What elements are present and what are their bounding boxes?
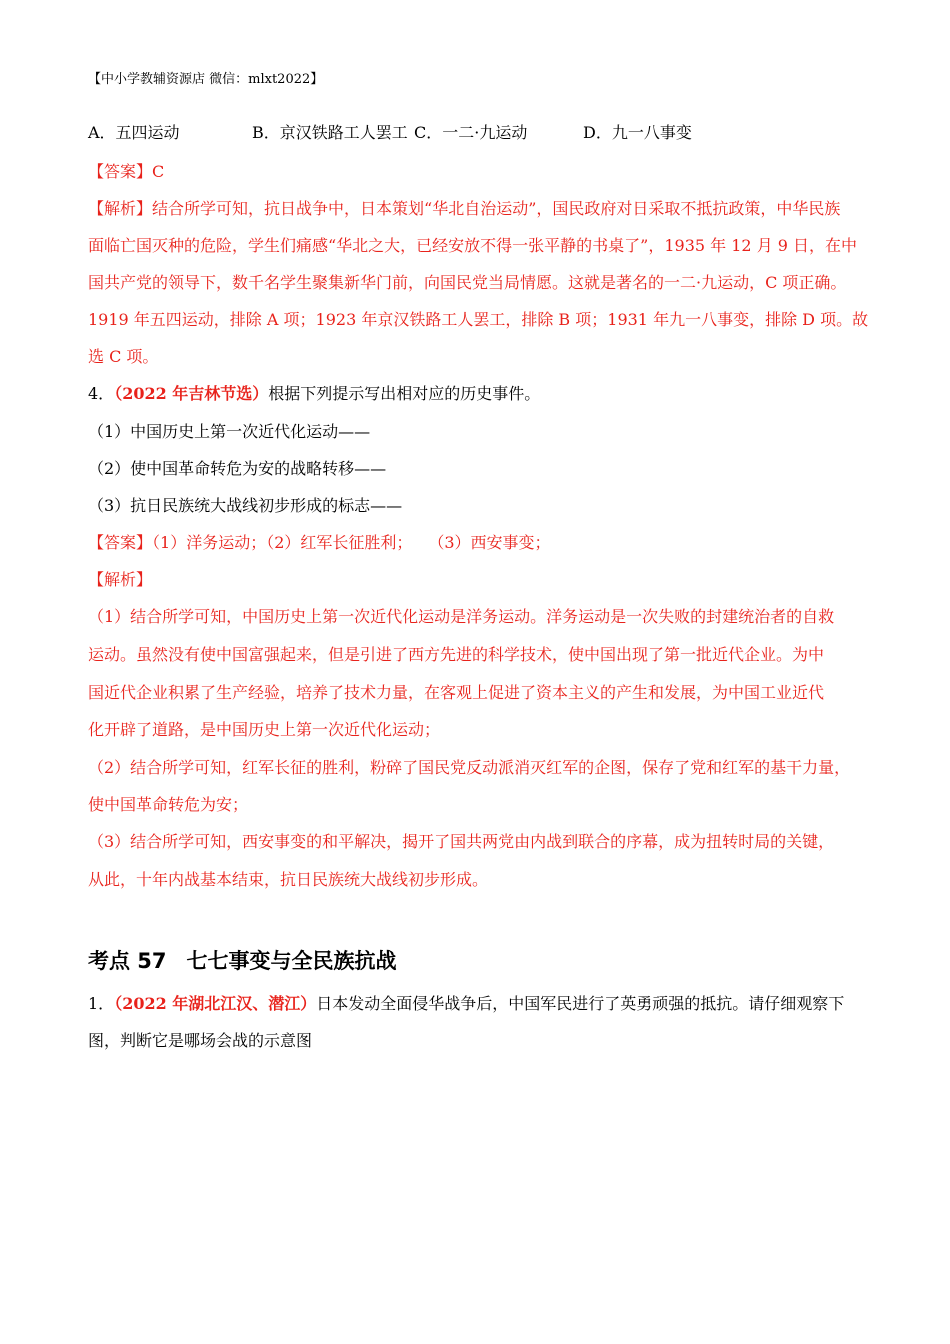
q3-analysis-line: 国共产党的领导下，数千名学生聚集新华门前，向国民党当局情愿。这就是著名的一二·九运动，C 项正确。	[88, 273, 847, 292]
option-b: B．京汉铁路工人罢工	[252, 123, 408, 142]
section-title	[88, 948, 397, 974]
q4-analysis-line: 运动。虽然没有使中国富强起来，但是引进了西方先进的科学技术，使中国出现了第一批近代企业。为中	[88, 645, 825, 664]
q3-analysis-line: 【解析】结合所学可知，抗日战争中，日本策划“华北自治运动”，国民政府对日采取不抵抗政策，中华民族	[88, 199, 841, 218]
answer-text: （1）洋务运动；（2）红军长征胜利； （3）西安事变；	[152, 533, 551, 552]
s57-q1-stem	[88, 994, 844, 1014]
answer-label: 【答案】	[88, 162, 153, 181]
source-header: 【中小学教辅资源店 微信：mlxt2022】	[88, 72, 324, 87]
q4-analysis-line: （2）结合所学可知，红军长征的胜利，粉碎了国民党反动派消灭红军的企图，保存了党和红军的基干力量，	[88, 758, 851, 777]
q3-analysis-line: 选 C 项。	[88, 347, 159, 366]
question-number: 4．	[88, 384, 115, 403]
section-number: 考点 57	[88, 949, 167, 973]
q3-analysis-line: 面临亡国灭种的危险，学生们痛感“华北之大，已经安放不得一张平静的书桌了”，1935 年 12 月 9 日，在中	[88, 236, 858, 255]
q4-analysis-line: （3）结合所学可知，西安事变的和平解决，揭开了国共两党由内战到联合的序幕，成为扭转时局的关键，	[88, 832, 835, 851]
q4-answer	[88, 533, 551, 553]
s57-q1-stem-cont: 图，判断它是哪场会战的示意图	[88, 1031, 313, 1050]
q4-analysis-line: 从此，十年内战基本结束，抗日民族统大战线初步形成。	[88, 870, 489, 889]
q4-analysis-label: 【解析】	[88, 570, 153, 589]
question-number: 1．	[88, 994, 115, 1013]
option-a: A．五四运动	[88, 123, 180, 142]
q4-prompt: （3）抗日民族统大战线初步形成的标志——	[88, 496, 403, 515]
question-source: （2022 年湖北江汉、潜江）	[114, 994, 317, 1013]
option-d: D．九一八事变	[583, 123, 692, 142]
question-source: （2022 年吉林节选）	[114, 384, 269, 403]
question-text: 根据下列提示写出相对应的历史事件。	[268, 384, 541, 403]
q3-answer	[88, 162, 164, 182]
q3-analysis-line: 1919 年五四运动，排除 A 项；1923 年京汉铁路工人罢工，排除 B 项；1931 年九一八事变，排除 D 项。故	[88, 310, 869, 329]
question-text: 日本发动全面侵华战争后，中国军民进行了英勇顽强的抵抗。请仔细观察下	[316, 994, 845, 1013]
q4-stem	[88, 384, 540, 404]
q4-analysis-line: 国近代企业积累了生产经验，培养了技术力量，在客观上促进了资本主义的产生和发展，为中国工业近代	[88, 683, 825, 702]
q4-analysis-line: 使中国革命转危为安；	[88, 795, 249, 814]
q4-prompt: （1）中国历史上第一次近代化运动——	[88, 422, 371, 441]
section-name: 七七事变与全民族抗战	[186, 949, 397, 973]
q4-analysis-line: （1）结合所学可知，中国历史上第一次近代化运动是洋务运动。洋务运动是一次失败的封建统治者的自救	[88, 607, 835, 626]
analysis-label: 【解析】	[88, 199, 153, 218]
answer-label: 【答案】	[88, 533, 153, 552]
option-c: C．一二·九运动	[414, 123, 528, 142]
q4-prompt: （2）使中国革命转危为安的战略转移——	[88, 459, 387, 478]
answer-value: C	[152, 162, 165, 181]
q4-analysis-line: 化开辟了道路，是中国历史上第一次近代化运动；	[88, 720, 441, 739]
